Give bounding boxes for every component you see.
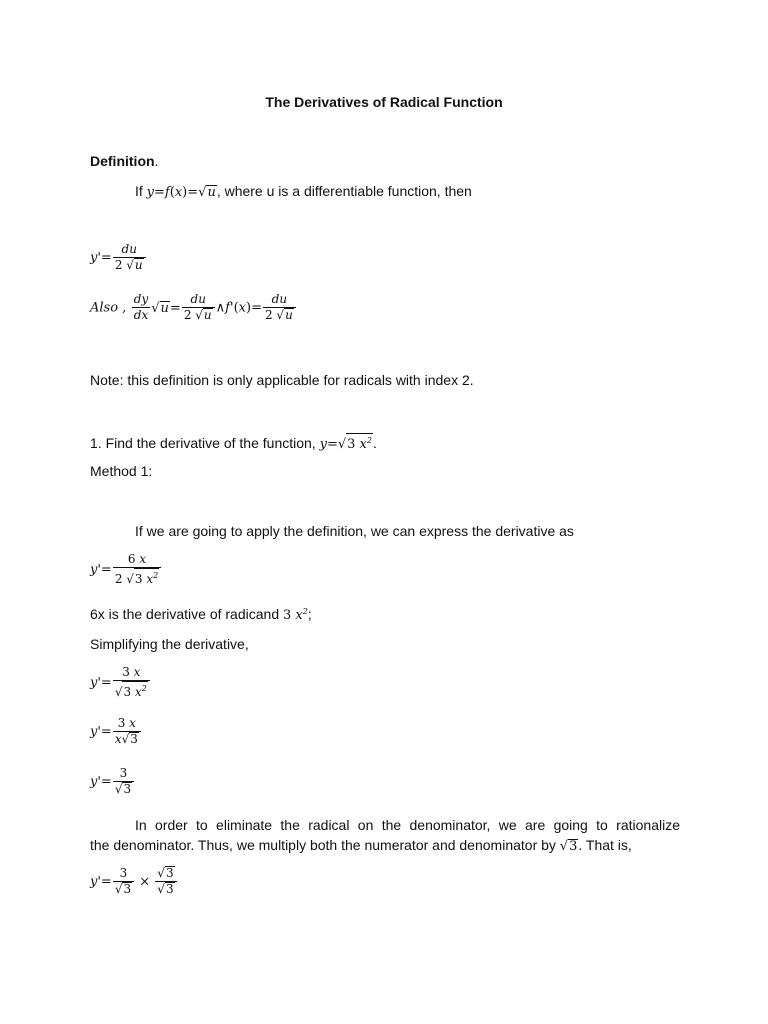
formula-step-1: y'= $\frac{6 x}{2 √3 x^2}$ bbox=[90, 552, 162, 587]
problem-1 bbox=[90, 433, 377, 452]
definition-prefix: If bbox=[135, 183, 143, 199]
formula-step-2: y'= $\frac{3 x}{√3 x^2}$ bbox=[90, 665, 151, 700]
definition-period: . bbox=[154, 153, 159, 169]
rationalize-line-2-text: the denominator. Thus, we multiply both the numerator and denominator by bbox=[90, 837, 556, 853]
radicand-line bbox=[90, 606, 312, 623]
method-1-label: Method 1: bbox=[90, 463, 153, 479]
definition-label: Definition bbox=[90, 153, 155, 169]
radicand-end: ; bbox=[307, 606, 312, 622]
rationalize-line-1: In order to eliminate the radical on the denominator, we are going to rationalize bbox=[135, 817, 680, 833]
note-text: Note: this definition is only applicable for radicals with index 2. bbox=[90, 372, 474, 388]
formula-step-5: y'= $\frac{3}{√3}$ × $\frac{√3}{√3}$ bbox=[90, 866, 178, 897]
rationalize-line-2: the denominator. Thus, we multiply both the numerator and denominator by √3. That is, bbox=[90, 837, 632, 854]
simplifying-text: Simplifying the derivative, bbox=[90, 636, 249, 652]
problem-1-text: 1. Find the derivative of the function, bbox=[90, 435, 316, 451]
formula-derivative: y'= $\frac{du}{2 √u}$ bbox=[90, 242, 147, 273]
also-label: Also , bbox=[90, 300, 127, 316]
formula-also: Also , $\frac{dy}{dx}$ √u= $\frac{du}{2 √u}$ ∧f'(x)= $\frac{du}{2 √u}$ bbox=[90, 292, 297, 323]
radicand-expression: 3 $x^2$ bbox=[283, 607, 308, 623]
rationalize-end: . That is, bbox=[578, 837, 632, 853]
formula-step-3: y'= $\frac{3 x}{x√3}$ bbox=[90, 716, 142, 747]
formula-step-4: y'= $\frac{3}{√3}$ bbox=[90, 766, 135, 797]
radicand-text: 6x is the derivative of radicand bbox=[90, 606, 280, 622]
problem-1-function: y=√3 $x^2$ bbox=[320, 437, 373, 452]
definition-statement bbox=[135, 183, 472, 200]
definition-heading bbox=[90, 153, 158, 169]
apply-text: If we are going to apply the definition, we can express the derivative as bbox=[135, 523, 574, 539]
definition-text: , where u is a differentiable function, then bbox=[216, 183, 472, 199]
problem-1-end: . bbox=[372, 435, 377, 451]
definition-formula: y=f(x)=√u bbox=[146, 185, 216, 200]
rationalize-paragraph bbox=[90, 815, 680, 857]
document-title: The Derivatives of Radical Function bbox=[265, 94, 503, 110]
